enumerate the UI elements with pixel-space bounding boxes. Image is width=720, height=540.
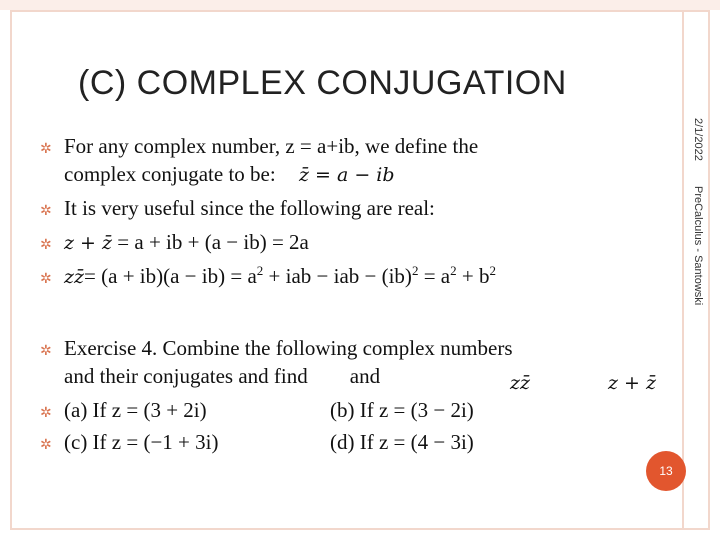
exercise-part-d: (d) If z = (4 − 3i) bbox=[330, 430, 474, 454]
course-footer: PreCalculus - Santowski bbox=[692, 186, 704, 306]
bullet-icon: ✲ bbox=[40, 343, 52, 359]
top-band bbox=[0, 0, 720, 10]
right-rule bbox=[682, 10, 684, 530]
exercise-sum-formula: z + z̄ bbox=[608, 372, 657, 394]
bullet-icon: ✲ bbox=[40, 271, 52, 287]
exercise-line-1: ✲ Exercise 4. Combine the following complex numbers bbox=[40, 336, 513, 360]
bullet-3: ✲ z + z̄ = a + ib + (a − ib) = 2a bbox=[40, 230, 309, 254]
bullet-icon: ✲ bbox=[40, 405, 52, 421]
sum-formula: z + z̄ bbox=[64, 232, 113, 254]
bullet-1-line-1: ✲ For any complex number, z = a+ib, we define the bbox=[40, 134, 479, 158]
product-formula: zz̄ bbox=[64, 266, 85, 288]
exercise-product-formula: zz̄ bbox=[510, 372, 531, 394]
bullet-1-line-2: complex conjugate to be: z̄ = a − ib bbox=[64, 162, 395, 186]
conjugate-definition-formula: z̄ = a − ib bbox=[298, 164, 395, 186]
bullet-icon: ✲ bbox=[40, 203, 52, 219]
slide-date: 2/1/2022 bbox=[692, 118, 704, 161]
exercise-part-a: ✲ (a) If z = (3 + 2i) bbox=[40, 398, 207, 422]
slide-title: (C) COMPLEX CONJUGATION bbox=[78, 64, 567, 102]
exercise-part-b: (b) If z = (3 − 2i) bbox=[330, 398, 474, 422]
exercise-part-c: ✲ (c) If z = (−1 + 3i) bbox=[40, 430, 219, 454]
bullet-icon: ✲ bbox=[40, 237, 52, 253]
bullet-icon: ✲ bbox=[40, 141, 52, 157]
page-number-badge: 13 bbox=[646, 451, 686, 491]
bullet-2: ✲ It is very useful since the following are real: bbox=[40, 196, 435, 220]
bullet-4: ✲ zz̄= $(a + ib)(a - ib) = a^2$ + iab − iab − $(ib)^2 = a^2 + b^2$ bbox=[40, 263, 496, 288]
bullet-icon: ✲ bbox=[40, 437, 52, 453]
exercise-line-2: and their conjugates and find and bbox=[64, 364, 381, 388]
